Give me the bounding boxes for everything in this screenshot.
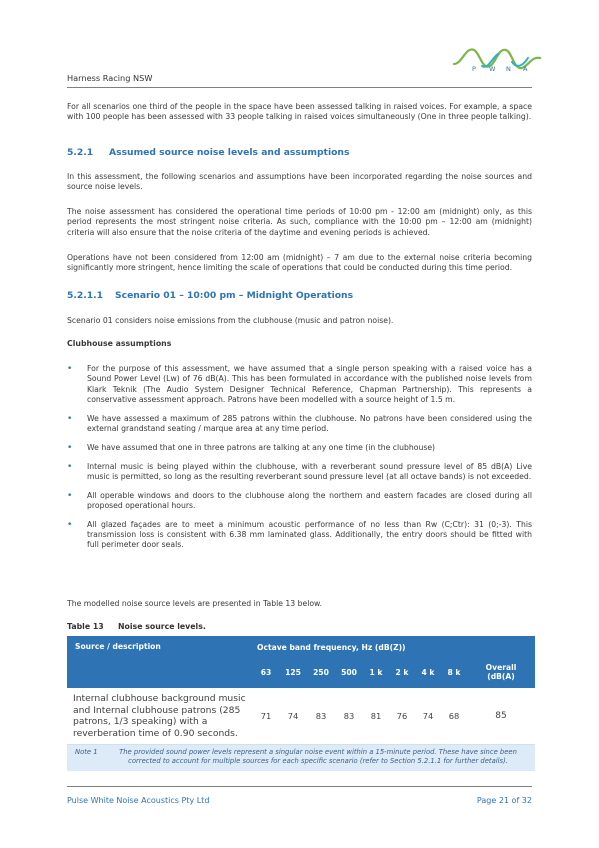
paragraph: In this assessment, the following scenarios and assumptions have been incorporated regarding the noise sources and source noise levels. (67, 172, 532, 192)
bullet-icon: • (67, 442, 73, 453)
logo-letter-p: P (472, 65, 476, 73)
list-item: • For the purpose of this assessment, we have assumed that a single person speaking with a raised voice has a Sound Power Level (Lw) of 76 dB(A). This has been formulated in accordance with the published noise levels from Klark Teknik (The Audio System Designer Technical Reference, Chapman Partnership). This represents a conservative assessment approach. Patrons have been modelled with a source height of 1.5 m. (67, 364, 532, 404)
band-header: 250 (307, 656, 335, 688)
paragraph: Scenario 01 considers noise emissions from the clubhouse (music and patron noise). (67, 316, 394, 325)
row-overall: 85 (467, 688, 535, 745)
clubhouse-assumptions-heading (67, 339, 532, 349)
bullet-icon: • (67, 519, 73, 530)
paragraph: The noise assessment has considered the operational time periods of 10:00 pm - 12:00 am (midnight) only, as this period represents the most stringent noise criteria. As such, compliance with the 10:00 pm – 12:00 am (midnight) criteria will also ensure that the noise criteria of the daytime and evening periods is achieved. (67, 207, 532, 237)
column-header-octave: Octave band frequency, Hz (dB(Z)) (253, 636, 535, 656)
header-client-name: Harness Racing NSW (67, 73, 153, 83)
section-title: Assumed source noise levels and assumptions (109, 147, 350, 158)
subheading: Clubhouse assumptions (67, 339, 172, 348)
section-number: 5.2.1 (67, 147, 94, 158)
logo-letter-n: N (506, 65, 511, 73)
section-521-p2 (67, 207, 532, 238)
list-item: • All glazed façades are to meet a minimum acoustic performance of no less than Rw (C;Ctr): 31 (0;-3). This transmission loss is consistent with 6.38 mm laminated glass. Additionally, the entry doors should be fitted with full perimeter door seals. (67, 519, 532, 550)
list-item: • All operable windows and doors to the clubhouse along the northern and eastern facades are closed during all proposed operational hours. (67, 490, 532, 510)
band-header: 4 k (415, 656, 441, 688)
list-item: • Internal music is being played within the clubhouse, with a reverberant sound pressure level of 85 dB(A) Live music is permitted, so long as the resulting reverberant sound pressure level (at all octave bands) is not exceeded. (67, 461, 532, 481)
table-note-row (67, 745, 535, 772)
footer-company: Pulse White Noise Acoustics Pty Ltd (67, 796, 210, 805)
table-row (67, 688, 535, 745)
section-521-p3 (67, 253, 532, 274)
intro-block (67, 102, 532, 123)
section-heading-5211 (67, 291, 532, 301)
band-header: 1 k (363, 656, 389, 688)
paragraph: Operations have not been considered from 12:00 am (midnight) – 7 am due to the external noise criteria becoming significantly more stringent, hence limiting the scale of operations that could be conducted during this time period. (67, 253, 532, 273)
section-521-p1 (67, 172, 532, 193)
logo-letter-a: A (523, 65, 528, 73)
bullet-icon: • (67, 461, 73, 472)
row-value: 74 (279, 688, 307, 745)
logo-letter-w: W (489, 65, 496, 73)
note-text: The provided sound power levels represent a singular noise event within a 15-minute period. These have since been corrected to account for multiple sources for each specific scenario (refer to Section 5.2.1.1 for further details). (119, 748, 517, 765)
note-label: Note 1 (75, 748, 98, 756)
scenario-intro (67, 316, 532, 326)
paragraph: The modelled noise source levels are presented in Table 13 below. (67, 599, 323, 608)
footer-divider (67, 786, 532, 787)
row-value: 83 (307, 688, 335, 745)
subsection-title: Scenario 01 – 10:00 pm – Midnight Operations (115, 290, 354, 301)
band-header: 8 k (441, 656, 467, 688)
list-item: • We have assessed a maximum of 285 patrons within the clubhouse. No patrons have been considered using the external grandstand seating / marque area at any time period. (67, 413, 532, 433)
subsection-number: 5.2.1.1 (67, 290, 104, 301)
row-value: 83 (335, 688, 363, 745)
bullet-icon: • (67, 413, 73, 424)
bullet-icon: • (67, 490, 73, 501)
list-item: • We have assumed that one in three patrons are talking at any one time (in the clubhouse) (67, 442, 436, 453)
band-header: 63 (253, 656, 279, 688)
footer-page-number: Page 21 of 32 (476, 796, 532, 805)
overall-header: Overall (dB(A) (467, 656, 535, 688)
band-header: 500 (335, 656, 363, 688)
bullet-icon: • (67, 364, 73, 374)
header-divider (67, 87, 532, 88)
section-heading-521 (67, 148, 532, 158)
table-caption-label: Table 13 (67, 622, 104, 631)
table-caption (67, 622, 532, 632)
table-caption-title: Noise source levels. (118, 622, 206, 631)
band-header: 2 k (389, 656, 415, 688)
row-value: 68 (441, 688, 467, 745)
assumptions-list (67, 364, 532, 559)
noise-source-table (67, 636, 535, 771)
row-value: 76 (389, 688, 415, 745)
row-value: 74 (415, 688, 441, 745)
intro-paragraph: For all scenarios one third of the people in the space have been assessed talking in raised voices. For example, a space with 100 people has been assessed with 33 people talking in raised voices simultaneously (One in three people talking). (67, 102, 532, 122)
row-value: 71 (253, 688, 279, 745)
row-value: 81 (363, 688, 389, 745)
row-description: Internal clubhouse background music and Internal clubhouse patrons (285 patrons, 1/3 speaking) with a reverberation time of 0.90 seconds. (67, 688, 253, 745)
band-header: 125 (279, 656, 307, 688)
column-header-source: Source / description (67, 636, 253, 688)
closing-paragraph (67, 599, 532, 609)
pwna-logo (452, 40, 542, 80)
